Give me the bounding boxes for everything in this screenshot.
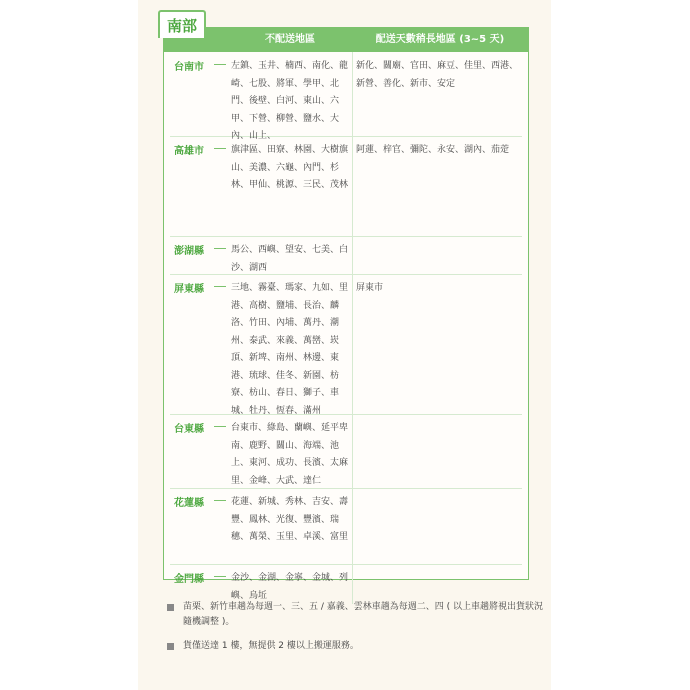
table-row	[170, 236, 522, 275]
column-divider	[352, 274, 353, 414]
county-name: 金門縣	[174, 574, 204, 585]
table-header	[164, 28, 528, 52]
county-name: 台南市	[174, 62, 204, 73]
no-delivery-areas: 台東市、綠島、蘭嶼、延平卑南、鹿野、關山、海端、池上、東河、成功、長濱、太麻里、金峰、大武、達仁	[231, 423, 349, 486]
header-no-delivery: 不配送地區	[265, 34, 315, 45]
dash-divider	[214, 286, 226, 287]
table-row	[170, 564, 522, 604]
note-item	[165, 600, 545, 630]
no-delivery-areas: 三地、霧臺、瑪家、九如、里港、高樹、鹽埔、長治、麟洛、竹田、內埔、萬丹、潮州、泰武、來義、萬巒、崁頂、新埤、南州、林邊、東港、琉球、佳冬、新園、枋寮、枋山、春日、獅子、車城、牡丹、恆春、滿州	[231, 283, 349, 416]
notes-section	[165, 600, 545, 663]
longer-delivery-areas: 屏東市	[356, 283, 384, 293]
column-divider	[352, 488, 353, 564]
county-name: 花蓮縣	[174, 498, 204, 509]
table-row	[170, 274, 522, 415]
dash-divider	[214, 148, 226, 149]
note-text: 苗栗、新竹車趟為每週一、三、五 / 嘉義、雲林車趟為每週二、四 ( 以上車趟將視出貨狀況隨機調整 )。	[183, 602, 543, 627]
county-name: 台東縣	[174, 424, 204, 435]
longer-delivery-areas: 新化、關廟、官田、麻豆、佳里、西港、新營、善化、新市、安定	[356, 61, 519, 89]
county-name: 屏東縣	[174, 284, 204, 295]
header-longer-delivery: 配送天數稍長地區 (3~5 天)	[375, 34, 505, 45]
county-name: 高雄市	[174, 146, 204, 157]
square-bullet-icon	[167, 604, 174, 611]
dash-divider	[214, 500, 226, 501]
column-divider	[352, 236, 353, 274]
table-row	[170, 52, 522, 141]
region-title: 南部	[158, 10, 206, 38]
column-divider	[352, 564, 353, 604]
no-delivery-areas: 金沙、金湖、金寧、金城、列嶼、烏坵	[231, 573, 349, 601]
county-name: 澎湖縣	[174, 246, 204, 257]
no-delivery-areas: 花蓮、新城、秀林、吉安、壽豐、鳳林、光復、豐濱、瑞穗、萬榮、玉里、卓溪、富里	[231, 497, 349, 542]
column-divider	[352, 414, 353, 488]
no-delivery-areas: 馬公、西嶼、望安、七美、白沙、湖西	[231, 245, 349, 273]
no-delivery-areas: 左鎮、玉井、楠西、南化、龍崎、七股、將軍、學甲、北門、後壁、白河、東山、六甲、下營、柳營、鹽水、大內、山上、	[231, 61, 349, 141]
dash-divider	[214, 64, 226, 65]
table-row	[170, 414, 522, 489]
dash-divider	[214, 248, 226, 249]
dash-divider	[214, 426, 226, 427]
delivery-table	[163, 27, 529, 601]
longer-delivery-areas: 阿蓮、梓官、彌陀、永安、湖內、茄萣	[356, 145, 510, 155]
table-row	[170, 488, 522, 565]
note-item	[165, 639, 545, 654]
column-divider	[352, 52, 353, 136]
column-divider	[352, 136, 353, 236]
no-delivery-areas: 旗津區、田寮、林園、大樹旗山、美濃、六龜、內門、杉林、甲仙、桃源、三民、茂林	[231, 145, 349, 190]
dash-divider	[214, 576, 226, 577]
table-row	[170, 136, 522, 237]
note-text: 貨僅送達 1 樓，無提供 2 樓以上搬運服務。	[183, 641, 359, 651]
square-bullet-icon	[167, 643, 174, 650]
